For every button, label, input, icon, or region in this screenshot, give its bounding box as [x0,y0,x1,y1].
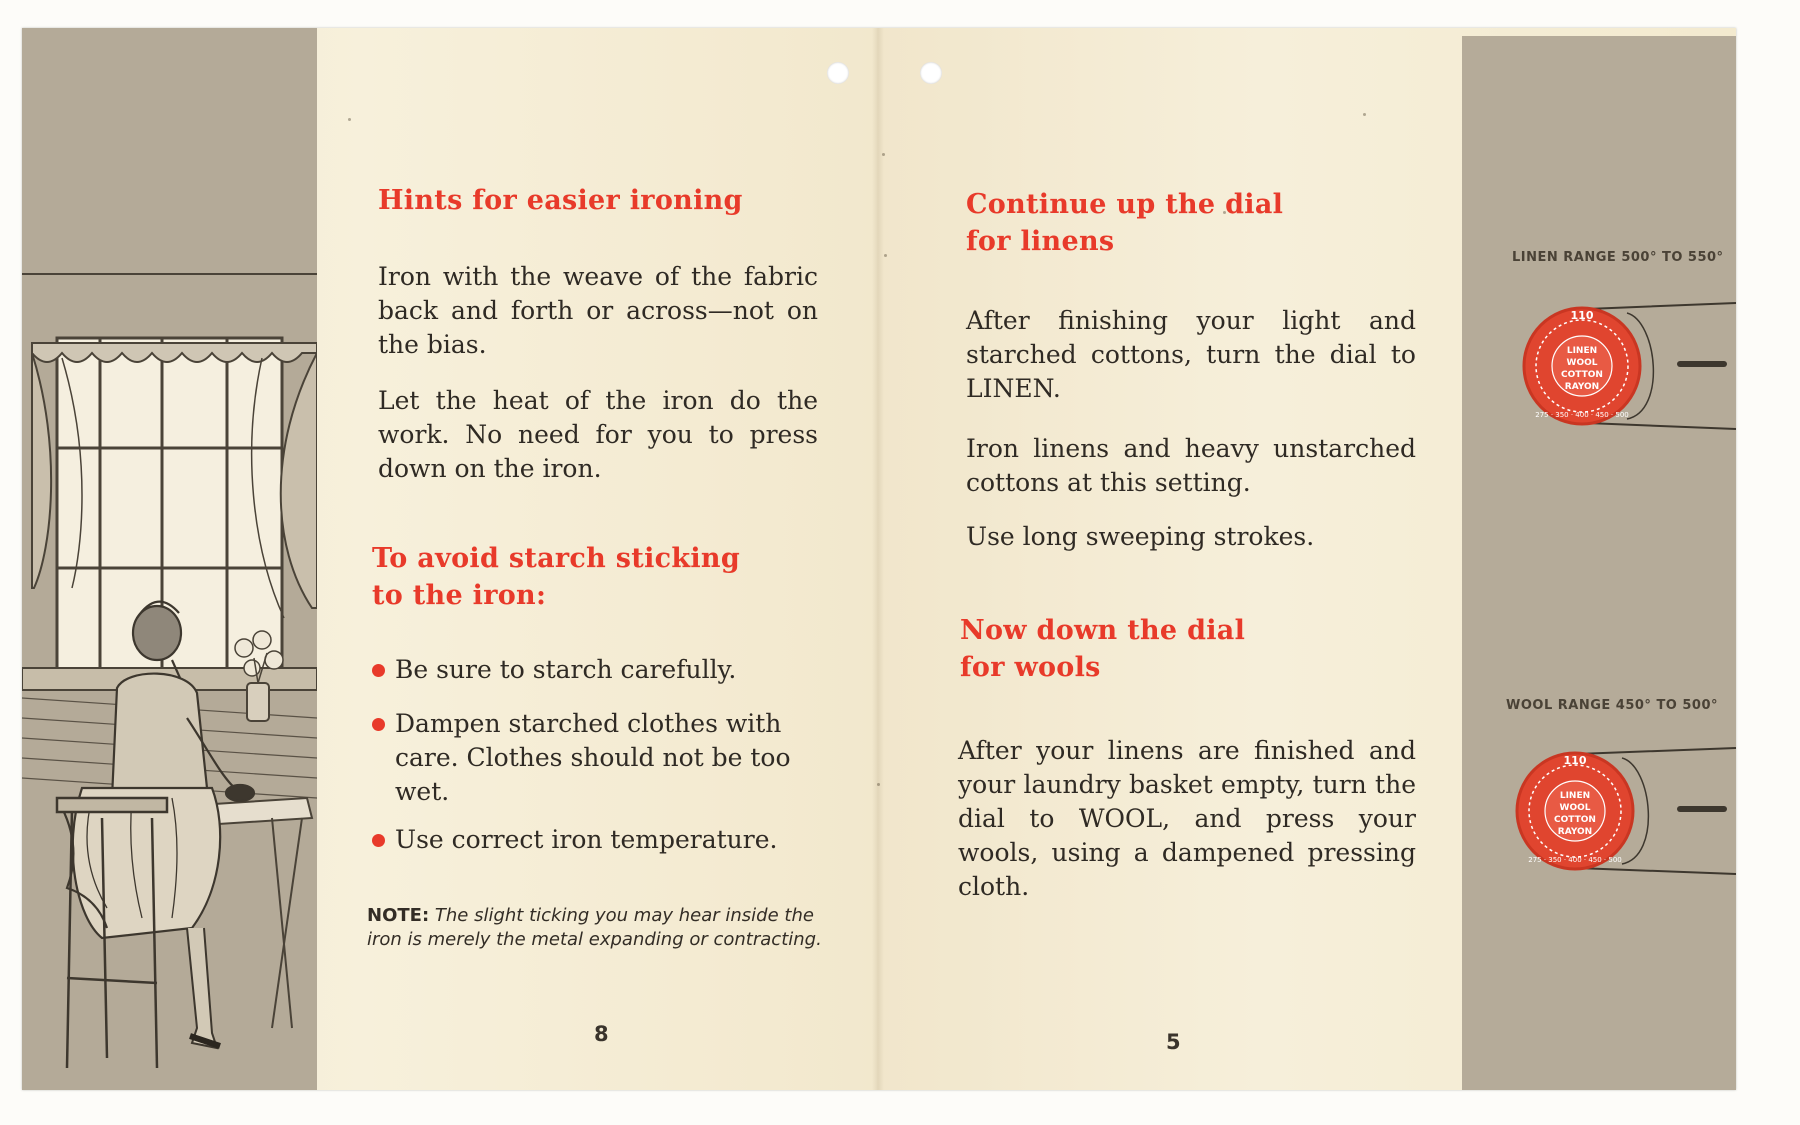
svg-text:LINEN: LINEN [1559,791,1591,801]
paragraph-weave: Iron with the weave of the fabric back and forth or across—not on the bias. [378,262,818,359]
note-text: The slight ticking you may hear inside the iron is merely the metal expanding or contracting. [367,905,822,950]
paragraph-linen-1: After finishing your light and starched cottons, turn the dial to LINEN. [966,306,1416,403]
wool-range-label: WOOL RANGE 450° TO 500° [1506,698,1719,713]
woman-ironing-illustration [22,28,317,1090]
svg-text:275 · 350 · 400 · 450 · 500: 275 · 350 · 400 · 450 · 500 [1535,411,1629,419]
dial-panel [1462,36,1736,1090]
svg-text:RAYON: RAYON [1557,827,1593,837]
heading-wools [960,612,1245,686]
svg-text:COTTON: COTTON [1561,370,1603,380]
svg-text:275 · 350 · 400 · 450 · 500: 275 · 350 · 400 · 450 · 500 [1528,856,1622,864]
iron-dial-icon [1507,736,1736,886]
scan-speck [348,118,351,121]
paragraph-linen-3: Use long sweeping strokes. [966,522,1315,551]
note-label: NOTE: [367,905,430,926]
binder-hole-left [827,62,849,84]
note [367,904,827,952]
paragraph-linen-2: Iron linens and heavy unstarched cottons at this setting. [966,434,1416,497]
illustration-panel [22,28,317,1090]
paragraph-heat: Let the heat of the iron do the work. No need for you to press down on the iron. [378,386,818,483]
svg-text:WOOL: WOOL [1566,358,1598,368]
bullet-dot-icon [372,718,385,731]
page-gutter [872,28,884,1090]
list-item: Dampen starched clothes with care. Clothes should not be too wet. [372,707,822,809]
heading-wools-line2: for wools [960,652,1101,683]
heading-starch-line1: To avoid starch sticking [372,543,741,574]
paragraph-wool: After your linens are finished and your laundry basket empty, turn the dial to WOOL, and press your wools, using a dampened pressing cloth. [958,736,1416,901]
heading-hints: Hints for easier ironing [378,185,743,216]
heading-starch-line2: to the iron: [372,580,547,611]
svg-text:RAYON: RAYON [1564,382,1600,392]
heading-linens [966,186,1283,260]
page-number-right: 5 [1166,1030,1181,1054]
scan-speck [877,783,880,786]
scan-speck [1363,113,1366,116]
iron-dial-icon [1517,291,1736,441]
heading-starch [372,540,740,614]
list-item: Use correct iron temperature. [372,823,822,857]
scan-speck [884,254,887,257]
scan-speck [1223,211,1226,214]
page-number-left: 8 [594,1022,609,1046]
svg-text:LINEN: LINEN [1566,346,1598,356]
svg-text:110: 110 [1563,754,1587,767]
scan-speck [882,153,885,156]
binder-hole-right [920,62,942,84]
bullet-dot-icon [372,664,385,677]
bullet-dot-icon [372,834,385,847]
heading-wools-line1: Now down the dial [960,615,1246,646]
heading-linens-line2: for linens [966,226,1115,257]
heading-linens-line1: Continue up the dial [966,189,1284,220]
svg-text:WOOL: WOOL [1559,803,1591,813]
booklet-spread [22,28,1736,1090]
linen-range-label: LINEN RANGE 500° TO 550° [1512,250,1724,265]
list-item: Be sure to starch carefully. [372,653,822,687]
svg-text:COTTON: COTTON [1554,815,1596,825]
svg-text:110: 110 [1570,309,1594,322]
